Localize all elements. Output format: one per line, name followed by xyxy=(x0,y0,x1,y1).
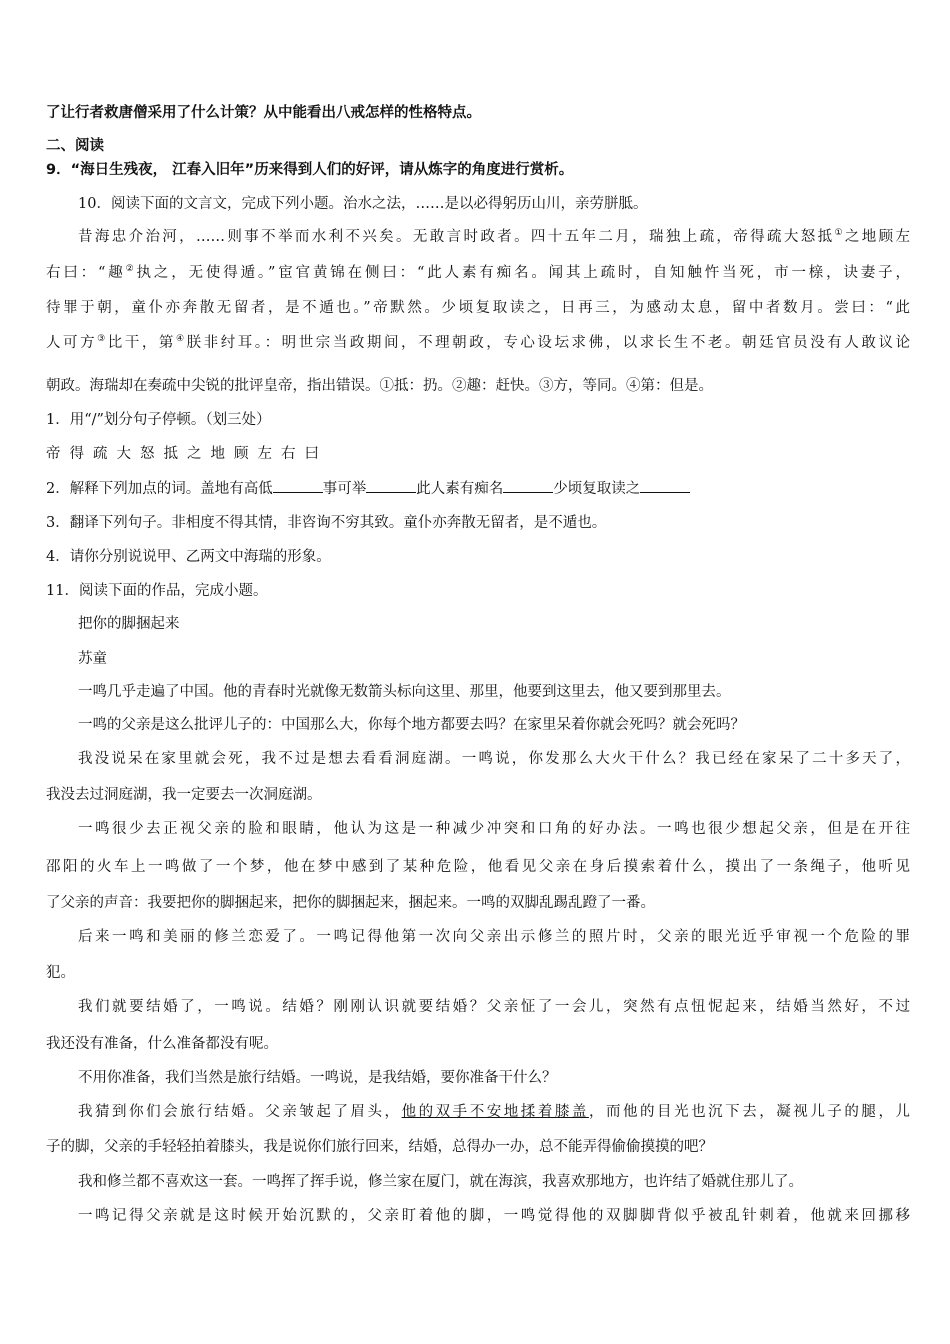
question-10-intro: 10．阅读下面的文言文，完成下列小题。治水之法，……是以必得躬历山川，亲劳胼胝。 xyxy=(78,196,648,212)
char: 左 xyxy=(257,446,272,462)
passage-footnotes: 朝政。海瑞却在奏疏中尖锐的批评皇帝，指出错误。①抵：扔。②趣：赶快。③方，等同。④第：但是。 xyxy=(46,378,713,394)
story-line: 我还没有准备，什么准备都没有呢。 xyxy=(46,1036,278,1052)
story-line: 后来一鸣和美丽的修兰恋爱了。一鸣记得他第一次向父亲出示修兰的照片时，父亲的眼光近乎审视一个危险的罪 xyxy=(78,929,910,945)
sub-question-1: 1．用“/”划分句子停顿。（划三处） xyxy=(46,412,271,428)
question-8-tail: 了让行者救唐僧采用了什么计策？从中能看出八戒怎样的性格特点。 xyxy=(46,105,481,121)
story-author: 苏童 xyxy=(78,651,107,667)
answer-blank[interactable] xyxy=(640,478,690,493)
answer-blank[interactable] xyxy=(503,478,553,493)
story-line: 一鸣的父亲是这么批评儿子的：中国那么大，你每个地方都要去吗？在家里呆着你就会死吗？就会死吗？ xyxy=(78,717,745,733)
story-line: 犯。 xyxy=(46,965,75,981)
char: 顾 xyxy=(234,446,249,462)
char: 大 xyxy=(116,446,131,462)
answer-blank[interactable] xyxy=(273,478,323,493)
passage-line: 人可方③比干，第④朕非纣耳。：明世宗当政期间，不理朝政，专心设坛求佛，以求长生不老。朝廷官员没有人敢议论 xyxy=(46,334,910,351)
char: 地 xyxy=(210,446,225,462)
story-line: 不用你准备，我们当然是旅行结婚。一鸣说，是我结婚，要你准备干什么？ xyxy=(78,1070,557,1086)
question-9: 9．“海日生残夜， 江春入旧年”历来得到人们的好评，请从炼字的角度进行赏析。 xyxy=(46,162,574,178)
story-line: 我们就要结婚了，一鸣说。结婚？刚刚认识就要结婚？父亲怔了一会儿，突然有点忸怩起来，结婚当然好，不过 xyxy=(78,999,910,1015)
answer-blank[interactable] xyxy=(366,478,416,493)
question-11-intro: 11．阅读下面的作品，完成小题。 xyxy=(46,583,268,599)
char: 右 xyxy=(281,446,296,462)
char: 帝 xyxy=(46,446,61,462)
passage-line: 昔海忠介治河，……则事不举而水利不兴矣。无敢言时政者。四十五年二月，瑞独上疏，帝得疏大怒抵①之地顾左 xyxy=(78,228,910,245)
char: 之 xyxy=(187,446,202,462)
char: 曰 xyxy=(304,446,319,462)
story-line: 我没说呆在家里就会死，我不过是想去看看洞庭湖。一鸣说，你发那么大火干什么？我已经在家呆了二十多天了， xyxy=(78,751,910,767)
char: 疏 xyxy=(93,446,108,462)
story-line: 我和修兰都不喜欢这一套。一鸣挥了挥手说，修兰家在厦门，就在海滨，我喜欢那地方，也许结了婚就住那儿了。 xyxy=(78,1174,803,1190)
passage-line: 待罪于朝，童仆亦奔散无留者，是不遁也。”帝默然。少顷复取读之，日再三，为感动太息，留中者数月。尝曰：“此 xyxy=(46,300,910,316)
story-line: 我猜到你们会旅行结婚。父亲皱起了眉头，他的双手不安地揉着膝盖，而他的目光也沉下去，凝视儿子的腿，儿 xyxy=(78,1104,910,1120)
story-line: 一鸣几乎走遍了中国。他的青春时光就像无数箭头标向这里、那里，他要到这里去，他又要到那里去。 xyxy=(78,684,731,700)
sub-question-3: 3．翻译下列句子。非相度不得其情，非咨询不穷其致。童仆亦奔散无留者，是不遁也。 xyxy=(46,515,607,531)
char: 得 xyxy=(69,446,84,462)
story-line: 我没去过洞庭湖，我一定要去一次洞庭湖。 xyxy=(46,787,322,803)
story-title: 把你的脚捆起来 xyxy=(78,616,180,632)
story-line: 邵阳的火车上一鸣做了一个梦，他在梦中感到了某种危险，他看见父亲在身后摸索着什么，摸出了一条绳子，他听见 xyxy=(46,859,910,875)
sub-question-4: 4．请你分别说说甲、乙两文中海瑞的形象。 xyxy=(46,549,331,565)
char: 抵 xyxy=(163,446,178,462)
underlined-phrase: 他的双手不安地揉着膝盖 xyxy=(401,1104,589,1120)
story-line: 子的脚，父亲的手轻轻拍着膝头，我是说你们旅行回来，结婚，总得办一办，总不能弄得偷偷摸摸的吧？ xyxy=(46,1139,713,1155)
story-line: 一鸣很少去正视父亲的脸和眼睛，他认为这是一种减少冲突和口角的好办法。一鸣也很少想起父亲，但是在开往 xyxy=(78,821,910,837)
story-line: 一鸣记得父亲就是这时候开始沉默的，父亲盯着他的脚，一鸣觉得他的双脚脚背似乎被乱针刺着，他就来回挪移 xyxy=(78,1208,910,1224)
passage-line: 右曰：“趣②执之，无使得遁。”宦官黄锦在侧曰：“此人素有痴名。闻其上疏时，自知触忤当死，市一榇，诀妻子， xyxy=(46,264,910,281)
section-heading-reading: 二、阅读 xyxy=(46,138,104,154)
char: 怒 xyxy=(140,446,155,462)
sub-question-2: 2．解释下列加点的词。盖地有高低 事可举 此人素有痴名 少顷复取读之 xyxy=(46,478,910,499)
char-sequence xyxy=(46,444,910,464)
story-line: 了父亲的声音：我要把你的脚捆起来，把你的脚捆起来，捆起来。一鸣的双脚乱踢乱蹬了一番。 xyxy=(46,895,655,911)
